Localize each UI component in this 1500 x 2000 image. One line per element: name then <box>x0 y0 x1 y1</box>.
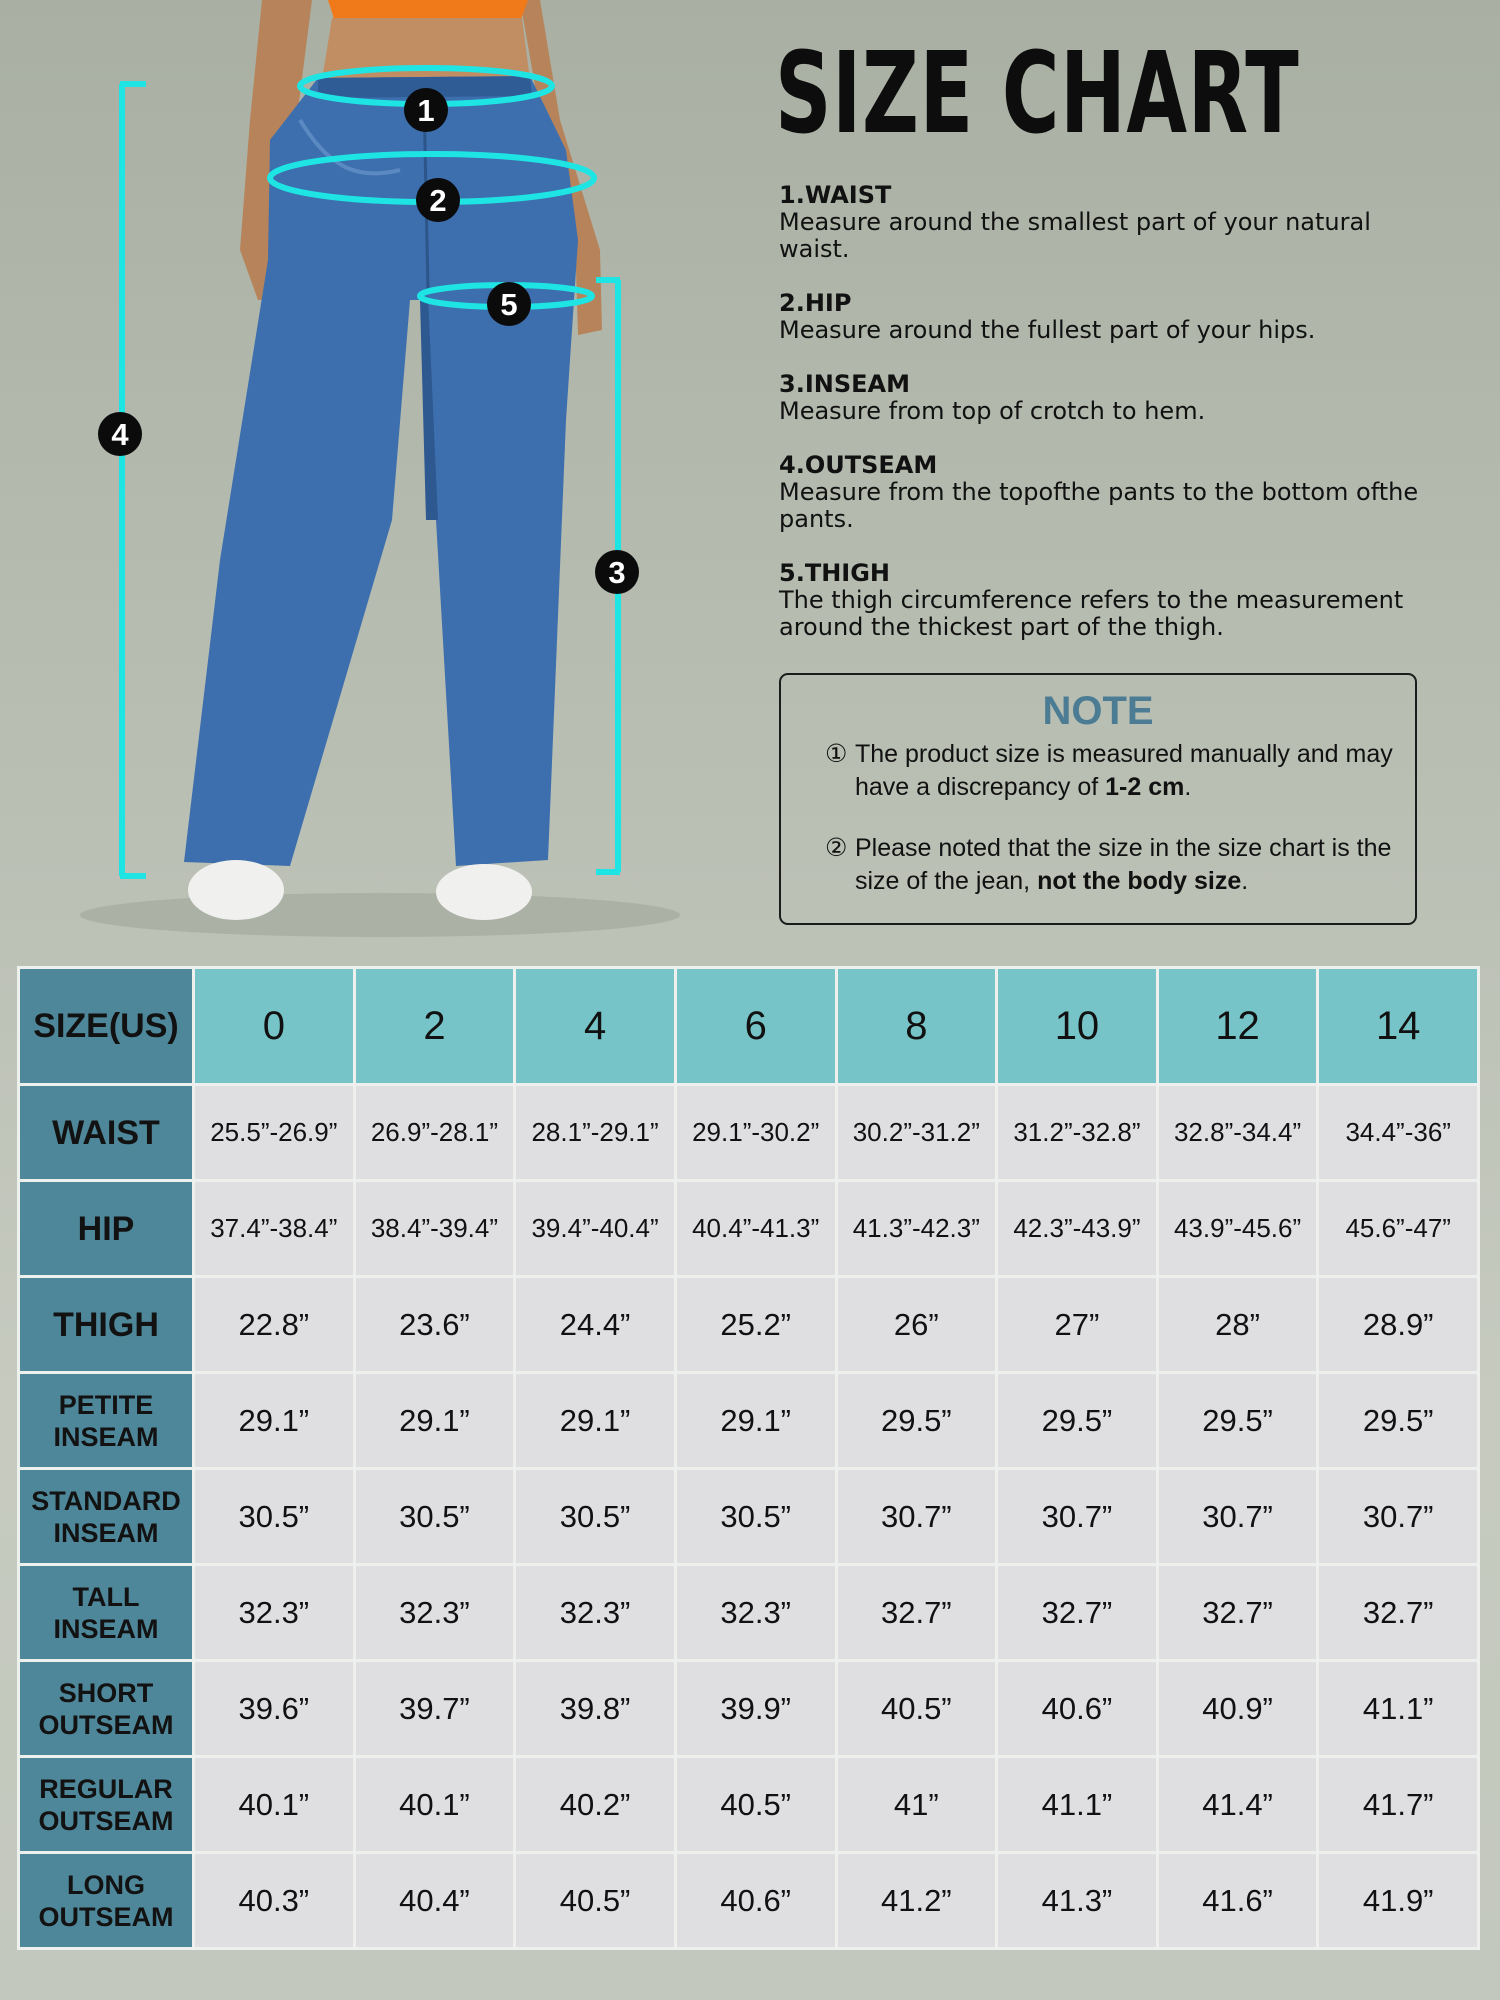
measurement-description: Measure around the smallest part of your natural waist. <box>779 208 1371 263</box>
note-title: NOTE <box>1042 689 1154 733</box>
size-header: 8 <box>836 968 997 1085</box>
size-header-row <box>19 968 1479 1085</box>
table-cell: 28.9” <box>1318 1277 1479 1373</box>
table-cell: 41.2” <box>836 1853 997 1949</box>
table-cell: 23.6” <box>354 1277 515 1373</box>
size-header: 6 <box>675 968 836 1085</box>
size-corner-label: SIZE(US) <box>19 968 194 1085</box>
note-item-1 <box>825 738 1405 804</box>
table-cell: 29.1” <box>354 1373 515 1469</box>
table-cell: 40.4” <box>354 1853 515 1949</box>
table-cell: 41” <box>836 1757 997 1853</box>
note-suffix: . <box>1241 867 1249 895</box>
table-cell: 31.2”-32.8” <box>997 1085 1158 1181</box>
table-cell: 39.7” <box>354 1661 515 1757</box>
table-row <box>19 1181 1479 1277</box>
table-cell: 30.5” <box>675 1469 836 1565</box>
measurement-hip <box>779 290 1439 344</box>
table-cell: 37.4”-38.4” <box>194 1181 355 1277</box>
table-cell: 41.9” <box>1318 1853 1479 1949</box>
measurement-description: Measure from the topofthe pants to the bottom ofthe pants. <box>779 478 1419 533</box>
table-cell: 38.4”-39.4” <box>354 1181 515 1277</box>
table-row <box>19 1757 1479 1853</box>
note-emphasis: 1-2 cm <box>1105 773 1185 801</box>
size-header: 12 <box>1157 968 1318 1085</box>
table-cell: 24.4” <box>515 1277 676 1373</box>
table-cell: 45.6”-47” <box>1318 1181 1479 1277</box>
note-text: Please noted that the size in the size chart is the size of the jean, <box>855 834 1392 895</box>
table-row <box>19 1373 1479 1469</box>
marker-3: 3 <box>608 555 626 590</box>
table-row <box>19 1565 1479 1661</box>
table-cell: 41.1” <box>997 1757 1158 1853</box>
table-cell: 40.2” <box>515 1757 676 1853</box>
size-header: 4 <box>515 968 676 1085</box>
table-cell: 41.3” <box>997 1853 1158 1949</box>
table-row <box>19 1469 1479 1565</box>
table-cell: 29.5” <box>1318 1373 1479 1469</box>
table-cell: 41.4” <box>1157 1757 1318 1853</box>
table-row <box>19 1277 1479 1373</box>
jeans <box>184 76 578 866</box>
table-cell: 40.5” <box>515 1853 676 1949</box>
table-cell: 28” <box>1157 1277 1318 1373</box>
table-cell: 43.9”-45.6” <box>1157 1181 1318 1277</box>
table-cell: 32.7” <box>997 1565 1158 1661</box>
table-cell: 32.3” <box>354 1565 515 1661</box>
table-cell: 27” <box>997 1277 1158 1373</box>
measurement-thigh <box>779 560 1439 641</box>
note-emphasis: not the body size <box>1037 867 1242 895</box>
measurement-heading: 3.INSEAM <box>779 370 910 398</box>
table-cell: 41.3”-42.3” <box>836 1181 997 1277</box>
size-table <box>17 966 1480 1950</box>
size-header: 0 <box>194 968 355 1085</box>
table-cell: 32.7” <box>836 1565 997 1661</box>
right-shoe <box>436 864 532 920</box>
table-cell: 41.7” <box>1318 1757 1479 1853</box>
table-cell: 29.1” <box>675 1373 836 1469</box>
table-cell: 40.5” <box>675 1757 836 1853</box>
table-cell: 39.8” <box>515 1661 676 1757</box>
note-number: ① <box>825 740 848 768</box>
table-cell: 32.3” <box>194 1565 355 1661</box>
row-label: PETITE INSEAM <box>19 1373 194 1469</box>
table-cell: 29.5” <box>836 1373 997 1469</box>
page-title: SIZE CHART <box>775 29 1300 159</box>
measurement-description: The thigh circumference refers to the measurement around the thickest part of the thigh. <box>779 586 1404 641</box>
table-cell: 29.5” <box>1157 1373 1318 1469</box>
table-cell: 29.1” <box>194 1373 355 1469</box>
table-cell: 29.1”-30.2” <box>675 1085 836 1181</box>
measurement-heading: 5.THIGH <box>779 559 890 587</box>
table-cell: 32.3” <box>515 1565 676 1661</box>
table-cell: 39.9” <box>675 1661 836 1757</box>
table-row <box>19 1661 1479 1757</box>
table-cell: 40.4”-41.3” <box>675 1181 836 1277</box>
table-cell: 40.9” <box>1157 1661 1318 1757</box>
table-cell: 40.3” <box>194 1853 355 1949</box>
row-label: WAIST <box>19 1085 194 1181</box>
marker-4: 4 <box>111 417 129 452</box>
table-cell: 30.5” <box>515 1469 676 1565</box>
row-label: STANDARD INSEAM <box>19 1469 194 1565</box>
measurement-outseam <box>779 452 1439 533</box>
note-suffix: . <box>1184 773 1192 801</box>
table-cell: 22.8” <box>194 1277 355 1373</box>
measurement-heading: 1.WAIST <box>779 181 892 209</box>
table-cell: 41.6” <box>1157 1853 1318 1949</box>
table-cell: 30.7” <box>836 1469 997 1565</box>
table-cell: 40.6” <box>675 1853 836 1949</box>
note-box <box>779 673 1417 925</box>
table-cell: 25.2” <box>675 1277 836 1373</box>
table-cell: 39.6” <box>194 1661 355 1757</box>
table-cell: 40.6” <box>997 1661 1158 1757</box>
left-shoe <box>188 860 284 920</box>
table-cell: 29.1” <box>515 1373 676 1469</box>
table-cell: 42.3”-43.9” <box>997 1181 1158 1277</box>
table-row <box>19 1853 1479 1949</box>
table-cell: 25.5”-26.9” <box>194 1085 355 1181</box>
size-header: 10 <box>997 968 1158 1085</box>
row-label: THIGH <box>19 1277 194 1373</box>
table-cell: 40.1” <box>194 1757 355 1853</box>
row-label: HIP <box>19 1181 194 1277</box>
table-cell: 30.7” <box>1157 1469 1318 1565</box>
table-cell: 32.8”-34.4” <box>1157 1085 1318 1181</box>
table-cell: 41.1” <box>1318 1661 1479 1757</box>
table-cell: 30.7” <box>1318 1469 1479 1565</box>
table-cell: 40.5” <box>836 1661 997 1757</box>
table-cell: 30.2”-31.2” <box>836 1085 997 1181</box>
table-cell: 30.5” <box>194 1469 355 1565</box>
table-cell: 32.7” <box>1318 1565 1479 1661</box>
measurement-waist <box>779 182 1439 263</box>
table-cell: 40.1” <box>354 1757 515 1853</box>
table-cell: 30.5” <box>354 1469 515 1565</box>
row-label: REGULAR OUTSEAM <box>19 1757 194 1853</box>
table-row <box>19 1085 1479 1181</box>
row-label: TALL INSEAM <box>19 1565 194 1661</box>
note-number: ② <box>825 834 848 862</box>
table-cell: 29.5” <box>997 1373 1158 1469</box>
measurement-description: Measure from top of crotch to hem. <box>779 397 1206 425</box>
size-header: 14 <box>1318 968 1479 1085</box>
table-cell: 32.7” <box>1157 1565 1318 1661</box>
marker-5: 5 <box>500 287 518 322</box>
table-cell: 28.1”-29.1” <box>515 1085 676 1181</box>
marker-1: 1 <box>417 93 435 128</box>
measurement-description: Measure around the fullest part of your hips. <box>779 316 1316 344</box>
row-label: LONG OUTSEAM <box>19 1853 194 1949</box>
table-cell: 26.9”-28.1” <box>354 1085 515 1181</box>
table-cell: 32.3” <box>675 1565 836 1661</box>
measurement-inseam <box>779 371 1439 425</box>
table-cell: 34.4”-36” <box>1318 1085 1479 1181</box>
measurement-heading: 2.HIP <box>779 289 852 317</box>
marker-2: 2 <box>429 183 447 218</box>
note-text: The product size is measured manually and may have a discrepancy of <box>855 740 1393 801</box>
note-item-2 <box>825 832 1405 898</box>
measurement-heading: 4.OUTSEAM <box>779 451 938 479</box>
table-cell: 39.4”-40.4” <box>515 1181 676 1277</box>
size-header: 2 <box>354 968 515 1085</box>
table-cell: 30.7” <box>997 1469 1158 1565</box>
table-cell: 26” <box>836 1277 997 1373</box>
jeans-measurement-illustration <box>0 0 760 960</box>
row-label: SHORT OUTSEAM <box>19 1661 194 1757</box>
